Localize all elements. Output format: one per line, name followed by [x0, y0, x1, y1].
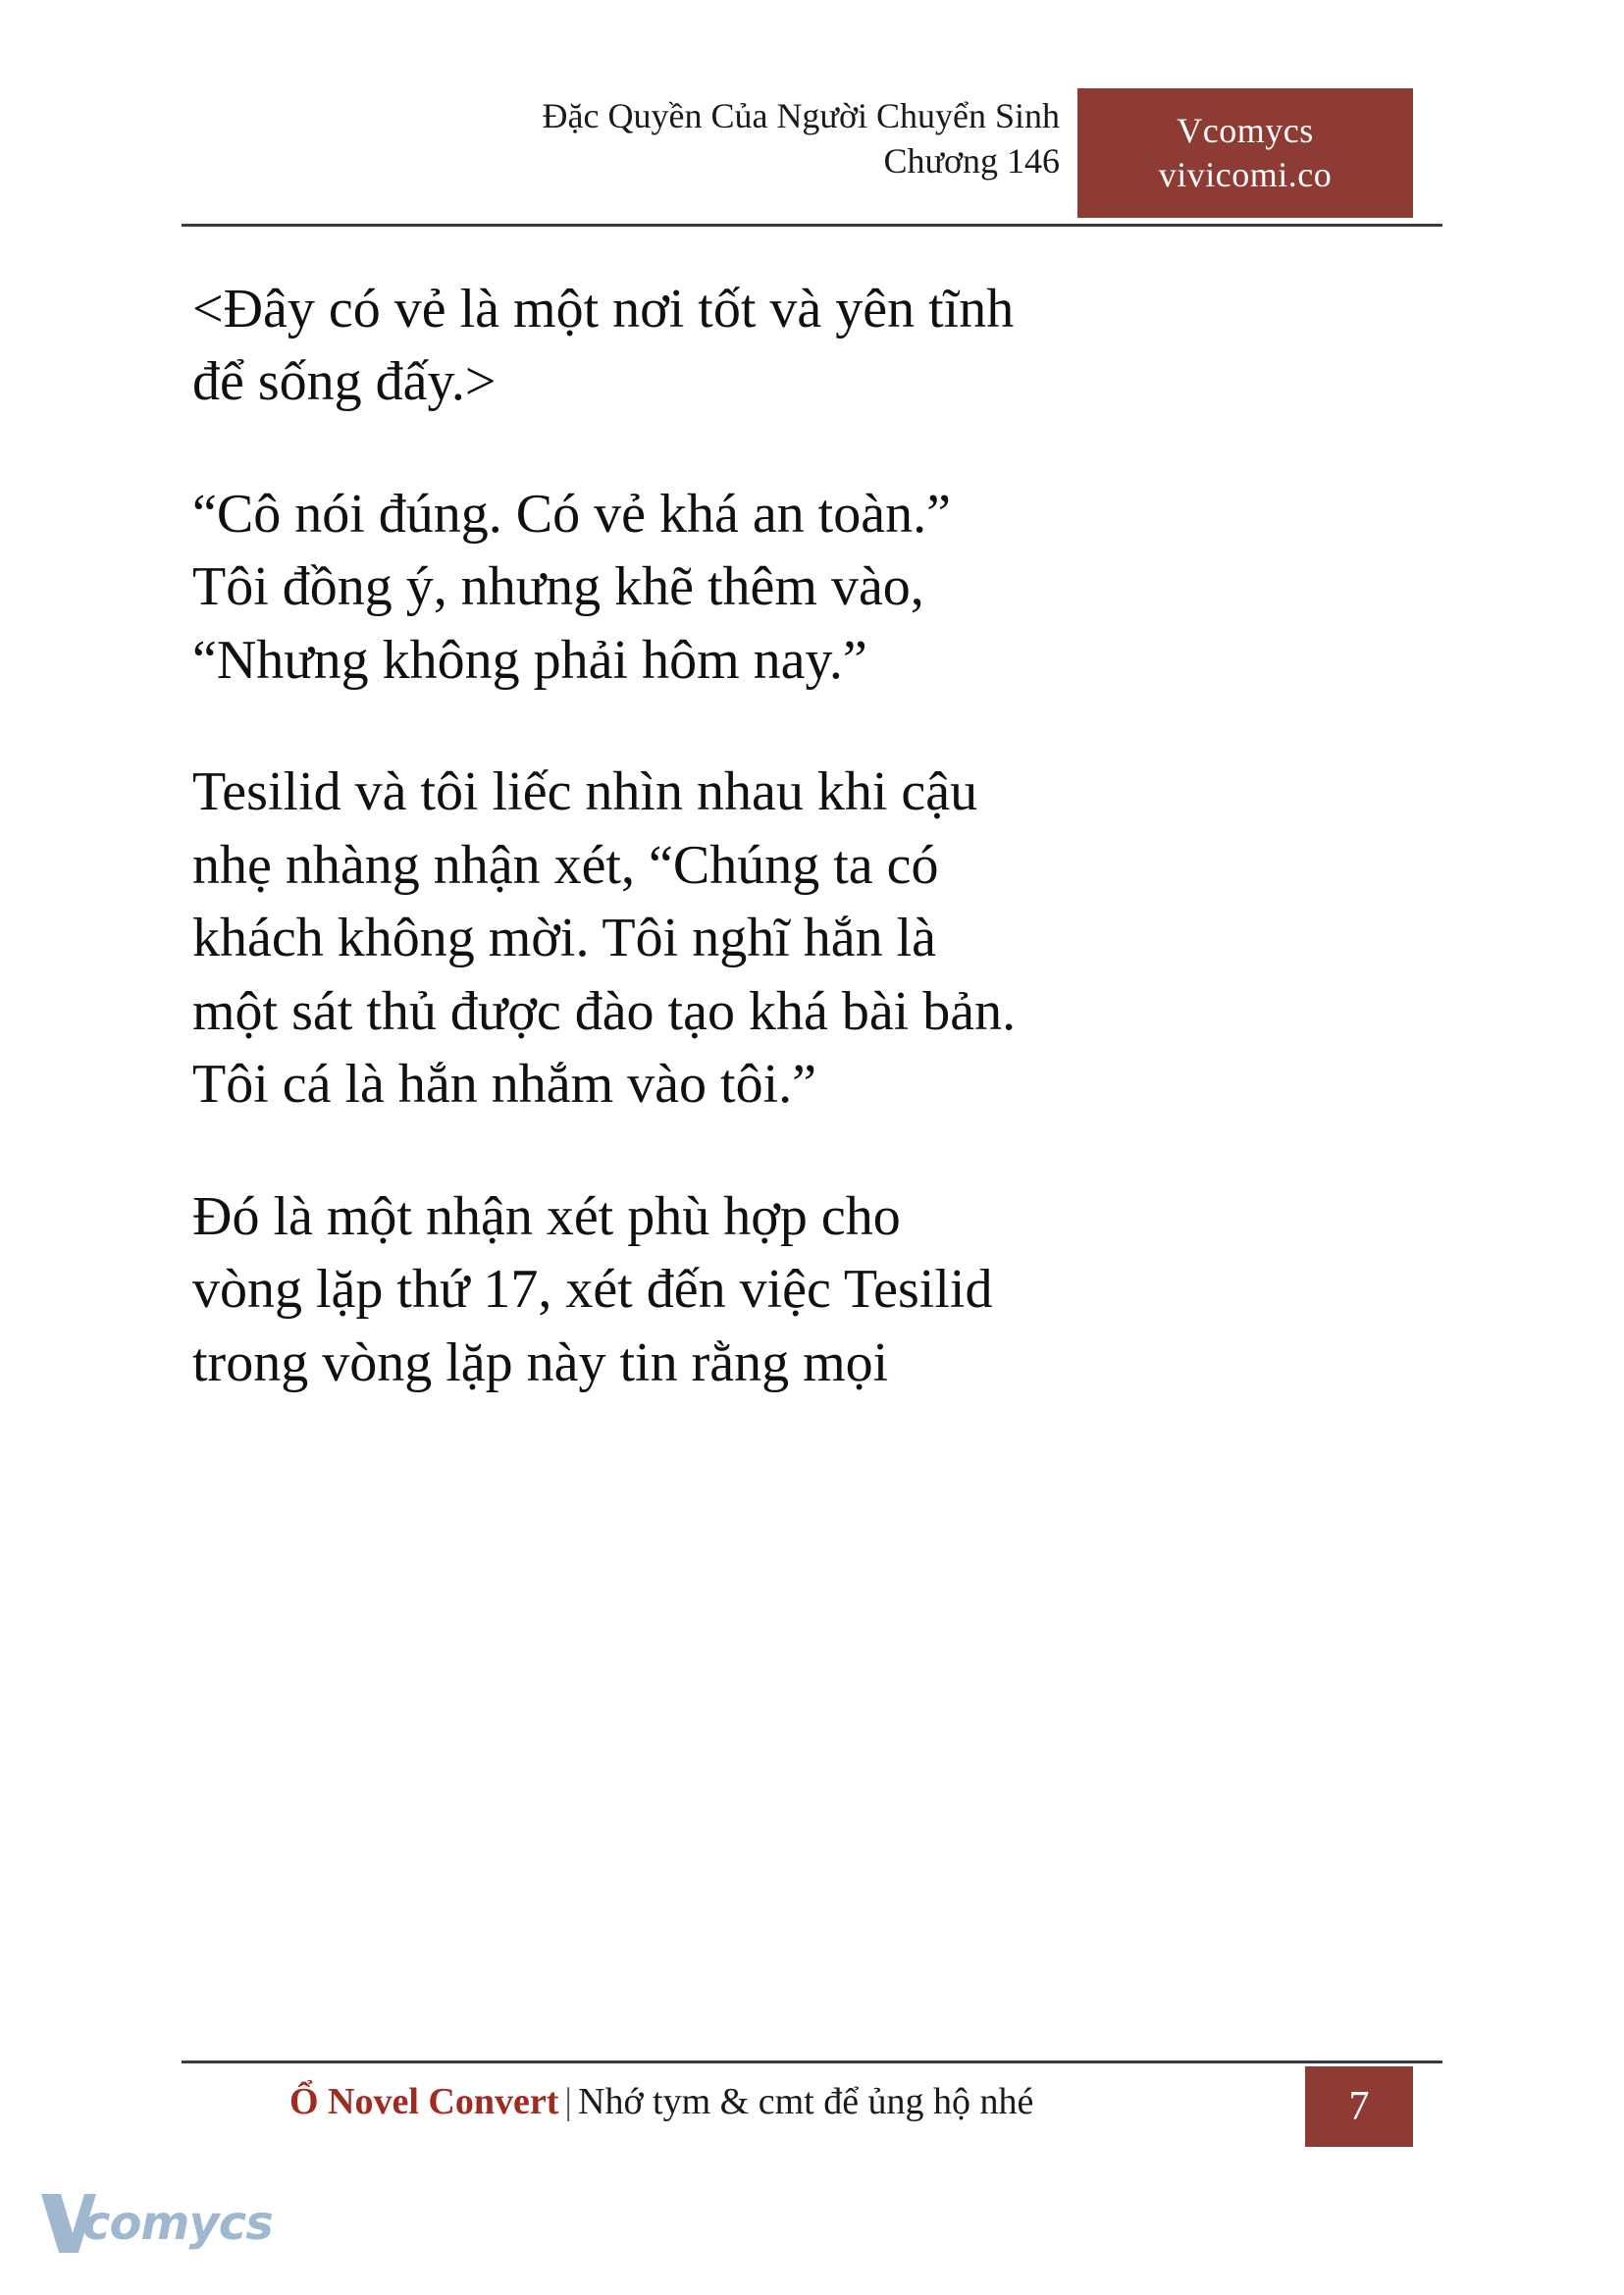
text-line: Đó là một nhận xét phù hợp cho — [192, 1185, 901, 1247]
text-line: trong vòng lặp này tin rằng mọi — [192, 1331, 889, 1393]
paragraph-4 — [192, 1180, 1439, 1399]
text-line: Tôi cá là hắn nhắm vào tôi.” — [192, 1054, 816, 1116]
page-header — [182, 93, 1442, 221]
brand-name: Vcomycs — [1177, 111, 1314, 150]
footer-note: Nhớ tym & cmt để ủng hộ nhé — [578, 2081, 1034, 2122]
text-line: Tôi đồng ý, nhưng khẽ thêm vào, — [192, 556, 924, 618]
text-line: Tesilid và tôi liếc nhìn nhau khi cậu — [192, 761, 978, 823]
footer-separator: | — [564, 2081, 572, 2122]
text-line: <Đây có vẻ là một nơi tốt và yên tĩnh — [192, 279, 1015, 339]
chapter-label: Chương 146 — [883, 141, 1060, 182]
text-line: khách không mời. Tôi nghĩ hắn là — [192, 908, 937, 969]
footer-brand: Ổ Novel Convert — [289, 2081, 559, 2122]
footer-divider — [182, 2060, 1442, 2063]
footer-text — [289, 2080, 1033, 2123]
paragraph-3 — [192, 756, 1439, 1121]
text-line: một sát thủ được đào tạo khá bài bản. — [192, 980, 1017, 1042]
text-line: vòng lặp thứ 17, xét đến việc Tesilid — [192, 1259, 993, 1321]
brand-url: vivicomi.co — [1158, 155, 1333, 194]
paragraph-1 — [192, 273, 1439, 419]
text-line: “Nhưng không phải hôm nay.” — [192, 629, 867, 691]
vcomycs-watermark — [39, 2190, 273, 2269]
text-line: nhẹ nhàng nhận xét, “Chúng ta có — [192, 834, 939, 896]
brand-badge — [1077, 88, 1413, 218]
text-line: “Cô nói đúng. Có vẻ khá an toàn.” — [192, 483, 951, 545]
novel-title: Đặc Quyền Của Người Chuyển Sinh — [542, 96, 1060, 135]
header-title-block — [543, 93, 1060, 183]
watermark-text: comycs — [82, 2196, 273, 2251]
page-footer — [182, 2072, 1442, 2149]
header-divider — [182, 224, 1442, 227]
page-number: 7 — [1348, 2084, 1370, 2129]
paragraph-2 — [192, 478, 1439, 697]
text-line: để sống đấy.> — [192, 351, 497, 413]
page-content — [192, 273, 1439, 1458]
page-number-badge — [1305, 2066, 1413, 2147]
